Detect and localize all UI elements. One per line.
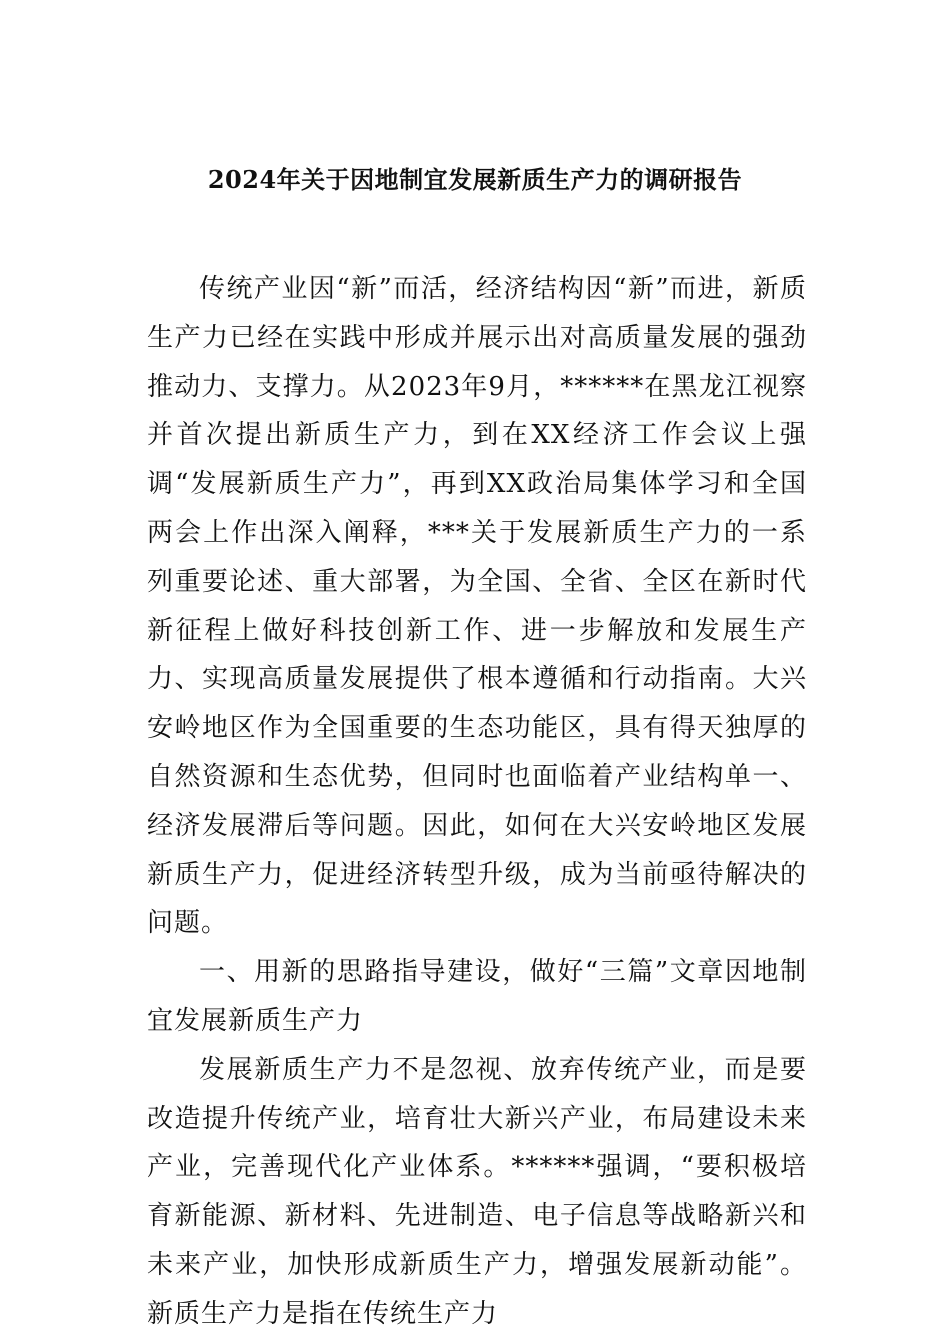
section-1-paragraph: 发展新质生产力不是忽视、放弃传统产业，而是要改造提升传统产业，培育壮大新兴产业，布局建设未来产业，完善现代化产业体系。******强调，“要积极培育新能源、新材料、先进制造、电子信息等战略新兴和未来产业，加快形成新质生产力，增强发展新动能”。新质生产力是指在传统生产力 <box>147 1054 807 1329</box>
section-heading-1: 一、用新的思路指导建设，做好“三篇”文章因地制宜发展新质生产力 <box>147 957 807 1036</box>
document-title: 2024年关于因地制宜发展新质生产力的调研报告 <box>207 165 743 194</box>
intro-paragraph: 传统产业因“新”而活，经济结构因“新”而进，新质生产力已经在实践中形成并展示出对高质量发展的强劲推动力、支撑力。从2023年9月，******在黑龙江视察并首次提出新质生产力，到在XX经济工作会议上强调“发展新质生产力”，再到XX政治局集体学习和全国两会上作出深入阐释，***关于发展新质生产力的一系列重要论述、重大部署，为全国、全省、全区在新时代新征程上做好科技创新工作、进一步解放和发展生产力、实现高质量发展提供了根本遵循和行动指南。大兴安岭地区作为全国重要的生态功能区，具有得天独厚的自然资源和生态优势，但同时也面临着产业结构单一、经济发展滞后等问题。因此，如何在大兴安岭地区发展新质生产力，促进经济转型升级，成为当前亟待解决的问题。 <box>147 274 807 939</box>
document-body <box>147 265 807 1339</box>
